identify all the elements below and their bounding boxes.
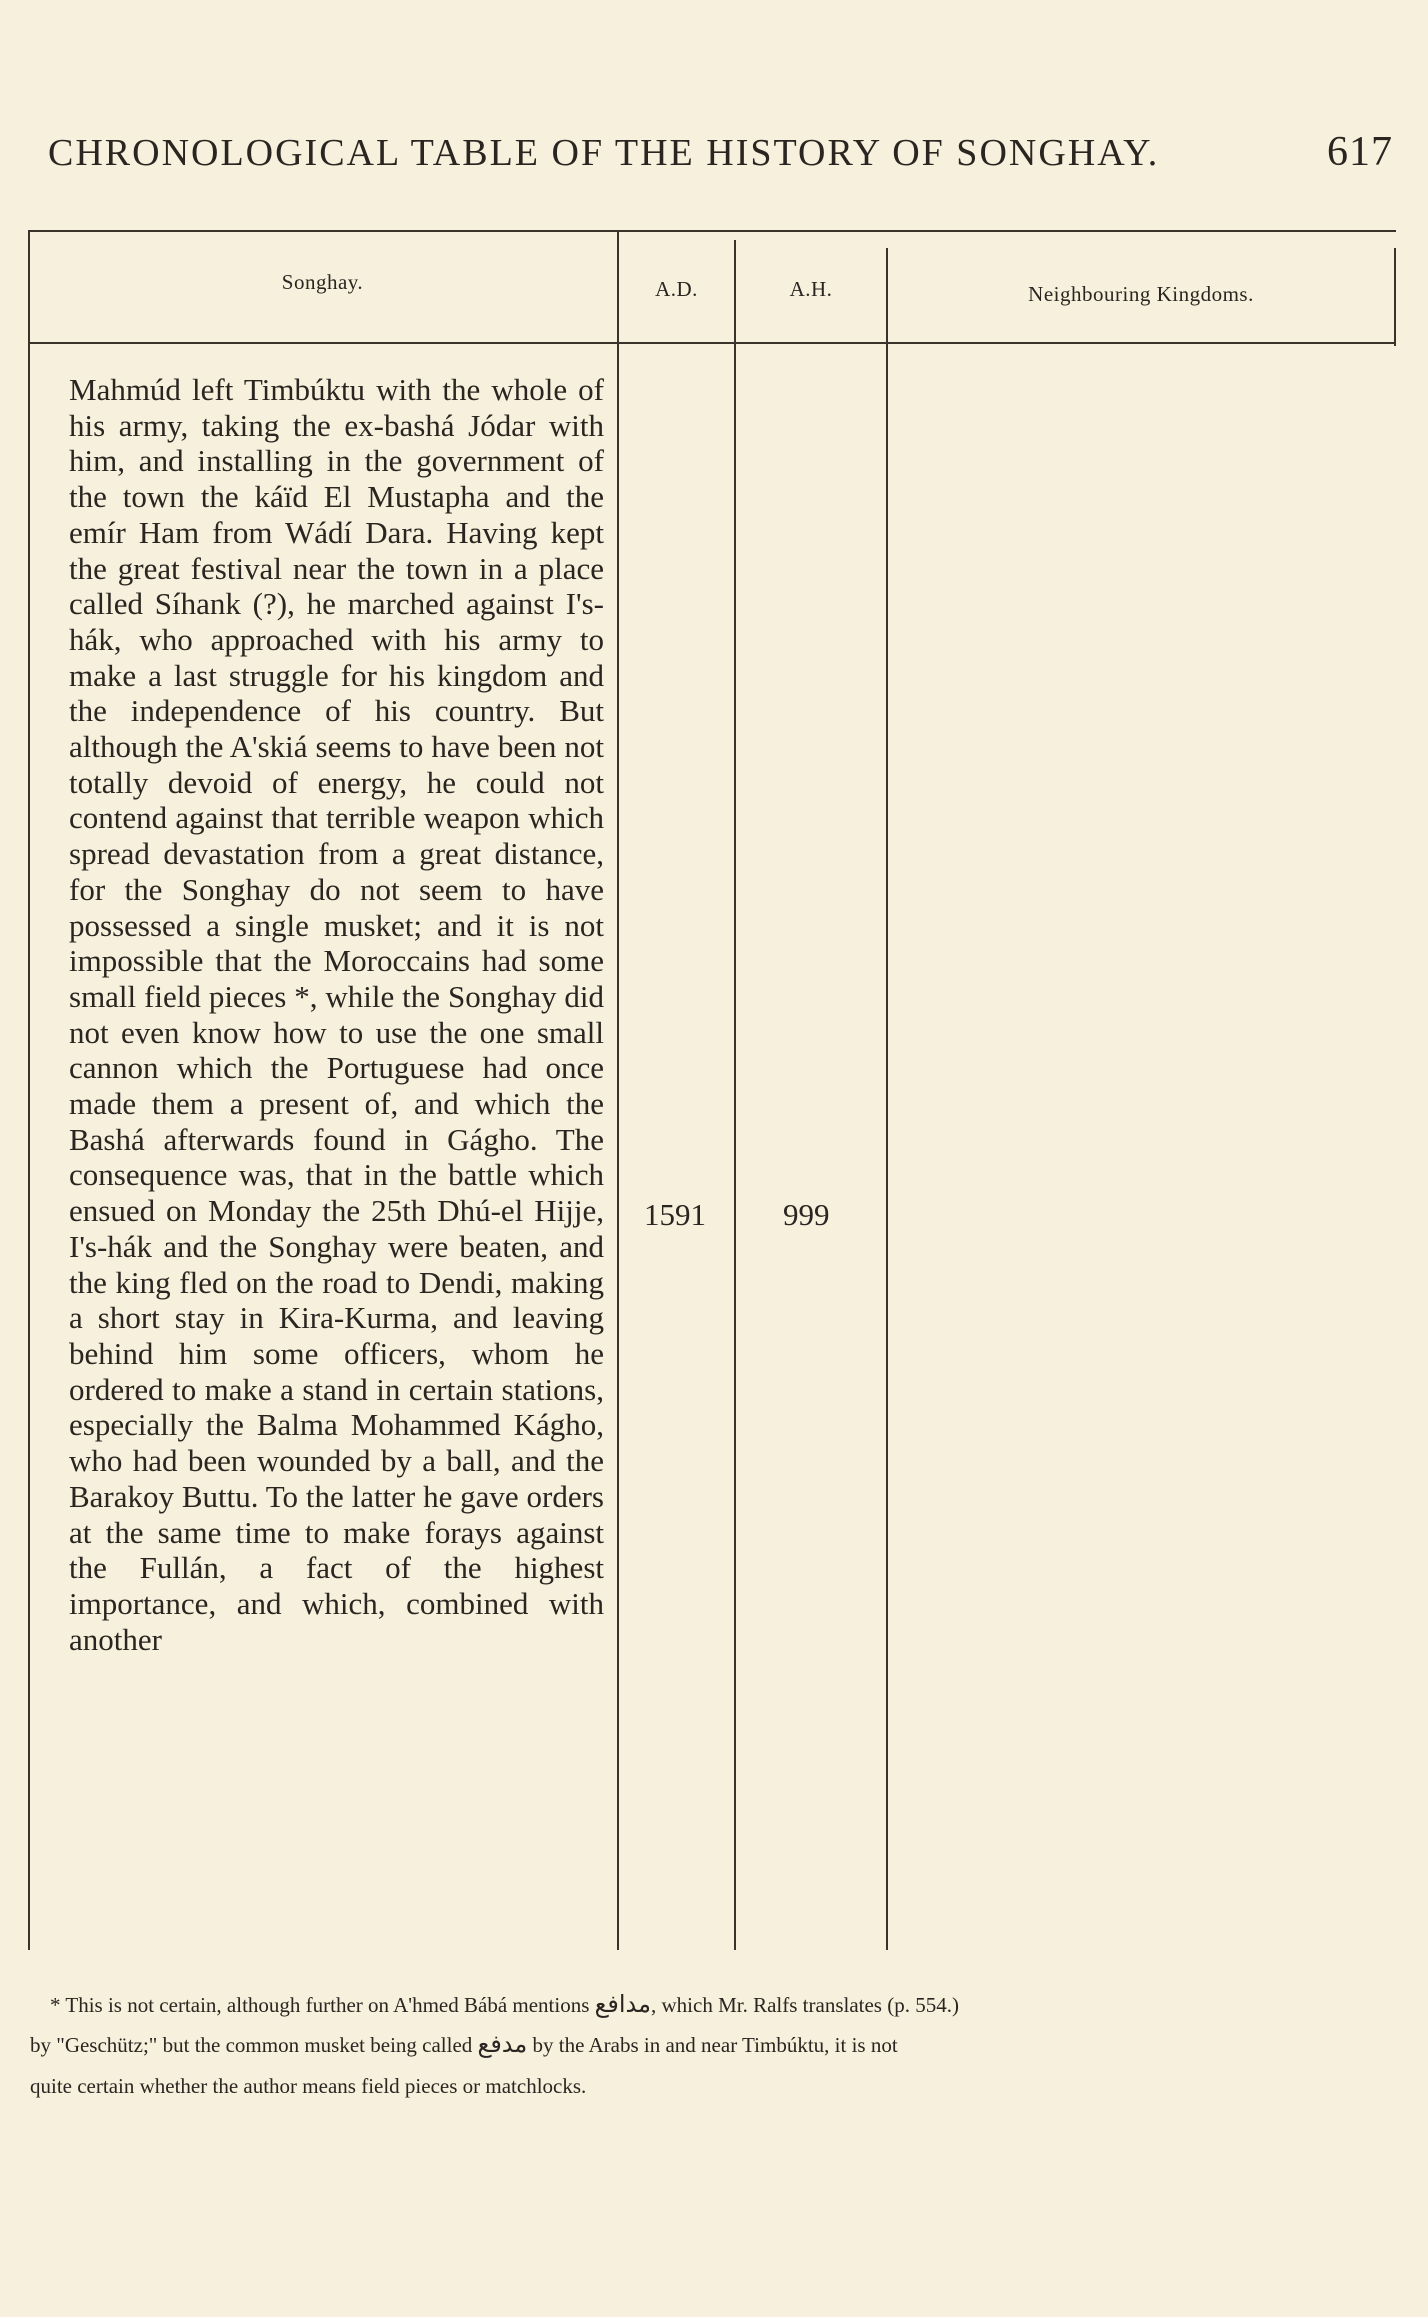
arabic-word-madafi: مدافع [594,1990,652,2018]
footnote-line-2: by "Geschütz;" but the common musket being called مدفع by the Arabs in and near Timbúktu, it is not [30,2030,898,2058]
column-divider-3 [886,248,888,1950]
column-divider-1 [617,232,619,1950]
page-number: 617 [1327,129,1393,175]
table-right-rule [1394,248,1396,346]
table-top-rule [28,230,1396,232]
table-header-rule [28,342,1396,344]
table-left-rule [28,230,30,1950]
arabic-word-midfa: مدفع [477,2030,528,2058]
column-header-songhay: Songhay. [281,270,364,294]
column-header-neighbouring: Neighbouring Kingdoms. [1028,282,1254,306]
column-header-ah: A.H. [789,277,833,301]
narrative-paragraph: Mahmúd left Timbúktu with the whole of his army, taking the ex-bashá Jódar with him, and installing in the government of the town the káïd El Mustapha and the emír Ham from Wádí Dara. Having kept the great festival near the town in a place called Síhank (?), he marched against I's-hák, who approached with his army to make a last struggle for his kingdom and the independence of his country. But although the A'skiá seems to have been not totally devoid of energy, he could not contend against that terrible weapon which spread devastation from a great distance, for the Songhay do not seem to have possessed a single musket; and it is not impossible that the Moroccains had some small field pieces *, while the Songhay did not even know how to use the one small cannon which the Portuguese had once made them a present of, and which the Bashá afterwards found in Gágho. The consequence was, that in the battle which ensued on Monday the 25th Dhú-el Hijje, I's-hák and the Songhay were beaten, and the king fled on the road to Dendi, making a short stay in Kira-Kurma, and leaving behind him some officers, whom he ordered to make a stand in certain stations, especially the Balma Mohammed Kágho, who had been wounded by a ball, and the Barakoy Buttu. To the latter he gave orders at the same time to make forays against the Fullán, a fact of the highest importance, and which, combined with another [69,372,604,1657]
songhay-narrative [69,372,604,1657]
running-header [48,128,1393,176]
year-ah: 999 [783,1197,830,1232]
column-header-ad: A.D. [655,277,698,301]
running-title: CHRONOLOGICAL TABLE OF THE HISTORY OF SONGHAY. [48,132,1160,174]
footnote-line-1: * This is not certain, although further on A'hmed Bábá mentions مدافع, which Mr. Ralfs translates (p. 554.) [50,1990,959,2018]
footnote-line-3: quite certain whether the author means field pieces or matchlocks. [30,2074,587,2098]
year-ad: 1591 [644,1197,706,1232]
column-divider-2 [734,240,736,1950]
